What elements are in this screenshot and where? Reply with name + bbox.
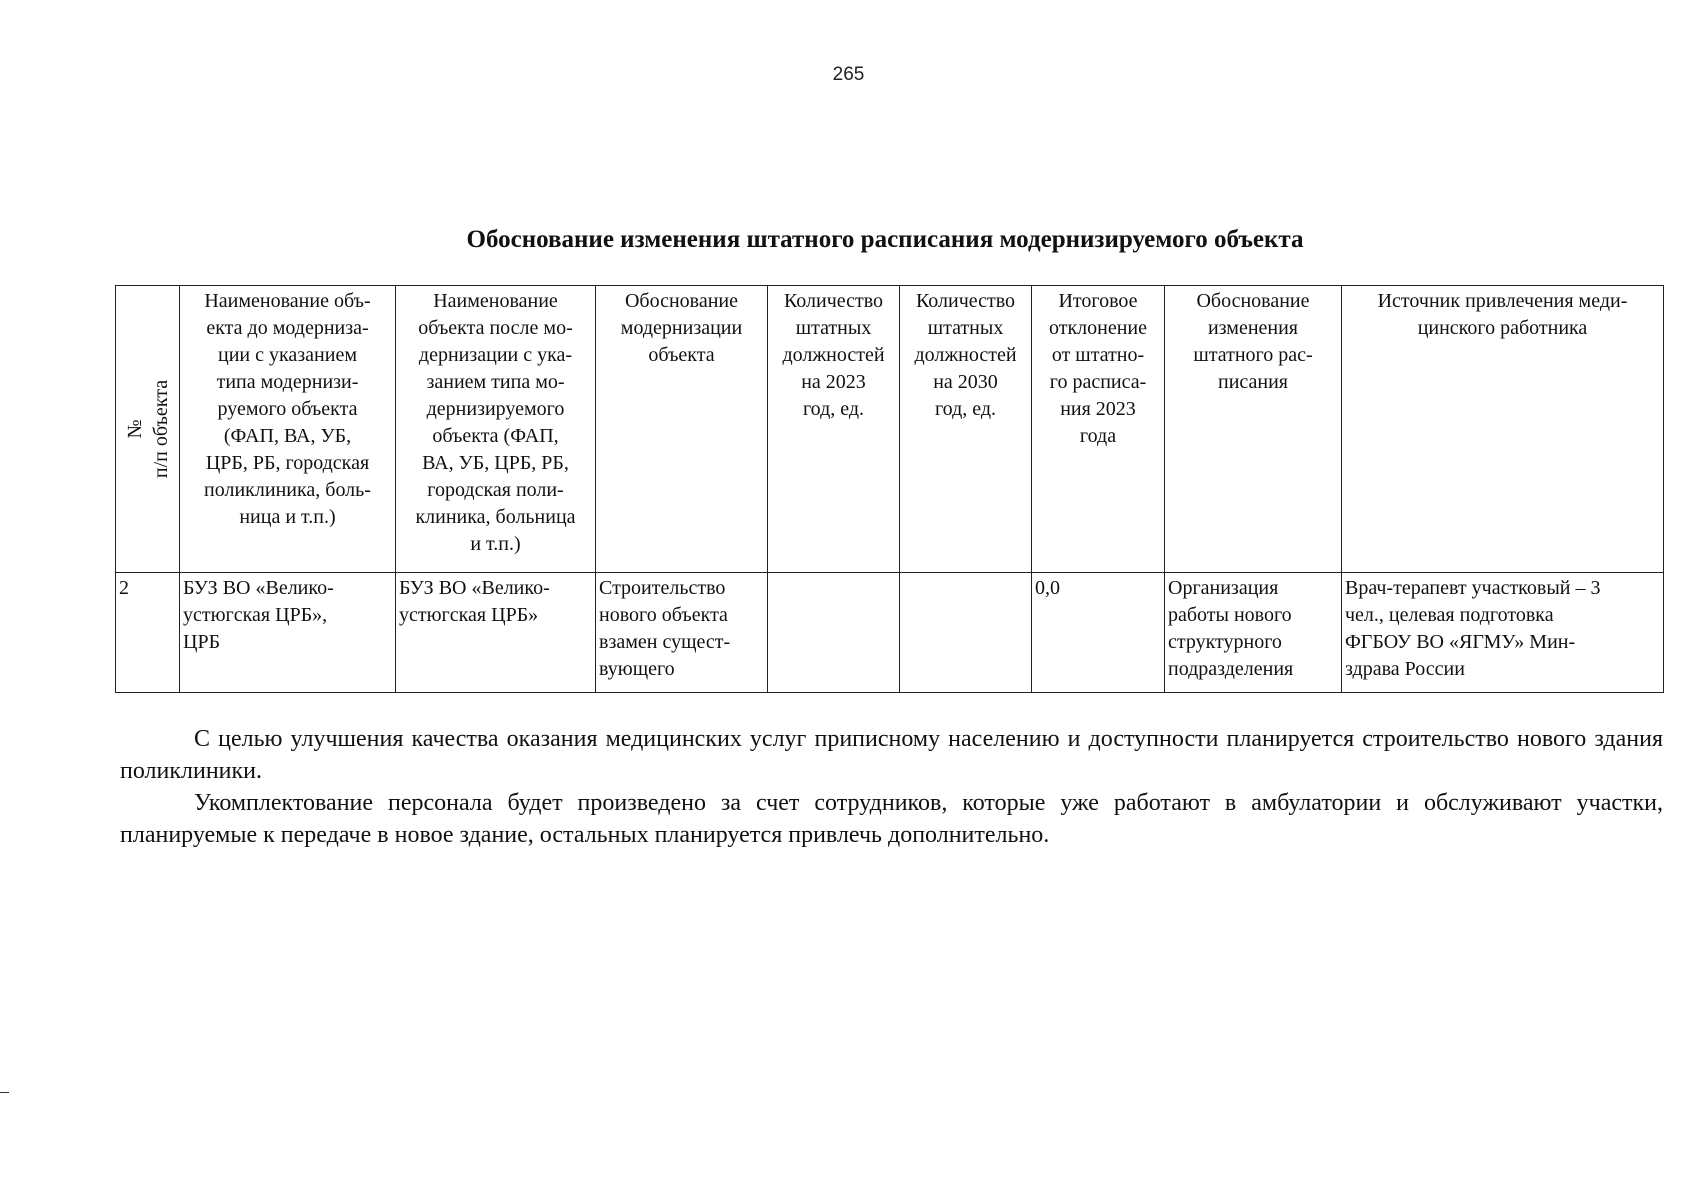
cell-number: 2 [116, 573, 180, 693]
header-cell-staff-source: Источник привлечения меди- цинского работника [1342, 286, 1664, 573]
header-cell-object-before: Наименование объ- екта до модерниза- ции с указанием типа модернизи- руемого объекта (ФАП, ВА, УБ, ЦРБ, РБ, городская поликлиника, боль- ница и т.п.) [180, 286, 396, 573]
header-cell-object-after: Наименование объекта после мо- дернизации с ука- занием типа мо- дернизируемого объекта (ФАП, ВА, УБ, ЦРБ, РБ, городская поли- клиника, больница и т.п.) [396, 286, 596, 573]
table-header-row [116, 286, 1664, 573]
cell-staff-source: Врач-терапевт участковый – 3 чел., целевая подготовка ФГБОУ ВО «ЯГМУ» Мин- здрава России [1342, 573, 1664, 693]
header-cell-positions-2023: Количество штатных должностей на 2023 год, ед. [768, 286, 900, 573]
header-cell-total-deviation: Итоговое отклонение от штатно- го расписа- ния 2023 года [1032, 286, 1165, 573]
body-text [120, 723, 1663, 851]
header-cell-number [116, 286, 180, 573]
page-number: 265 [832, 64, 865, 85]
paragraph-staffing: Укомплектование персонала будет произведено за счет сотрудников, которые уже работают в амбулатории и обслуживают участки, планируемые к передаче в новое здание, остальных планируется привлечь дополнительно. [120, 790, 1663, 848]
table-row [116, 573, 1664, 693]
margin-mark [0, 1092, 9, 1093]
cell-total-deviation: 0,0 [1032, 573, 1165, 693]
cell-object-after: БУЗ ВО «Велико- устюгская ЦРБ» [396, 573, 596, 693]
header-cell-positions-2030: Количество штатных должностей на 2030 год, ед. [900, 286, 1032, 573]
cell-change-reason: Организация работы нового структурного подразделения [1165, 573, 1342, 693]
header-cell-modernization-reason: Обоснование модернизации объекта [596, 286, 768, 573]
paragraph-purpose: С целью улучшения качества оказания медицинских услуг приписному населению и доступности планируется строительство нового здания поликлиники. [120, 726, 1663, 784]
cell-positions-2023 [768, 573, 900, 693]
cell-modernization-reason: Строительство нового объекта взамен сущест- вующего [596, 573, 768, 693]
header-number-text: № п/п объекта [123, 379, 172, 479]
header-cell-change-reason: Обоснование изменения штатного рас- писания [1165, 286, 1342, 573]
cell-positions-2030 [900, 573, 1032, 693]
document-title: Обоснование изменения штатного расписания модернизируемого объекта [466, 226, 1304, 253]
staffing-table [115, 285, 1664, 693]
cell-object-before: БУЗ ВО «Велико- устюгская ЦРБ», ЦРБ [180, 573, 396, 693]
